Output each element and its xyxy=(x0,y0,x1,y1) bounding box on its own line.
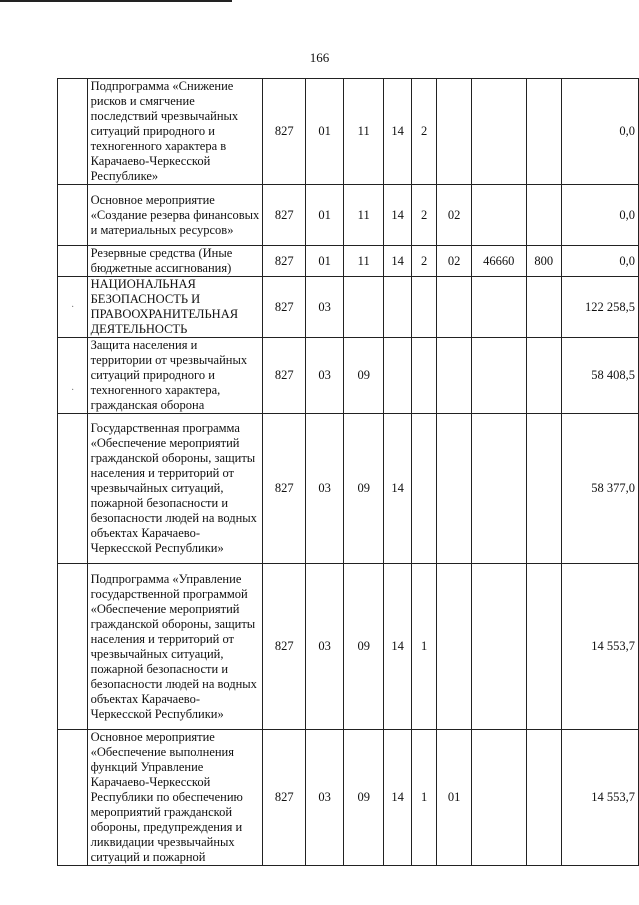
direction-cell: 46660 xyxy=(471,246,526,277)
activity-cell: 02 xyxy=(437,185,472,246)
vr-cell xyxy=(526,730,562,866)
program-cell: 14 xyxy=(384,564,412,730)
rz-cell: 01 xyxy=(305,79,343,185)
index-cell: · xyxy=(58,338,88,414)
direction-cell xyxy=(471,730,526,866)
rz-cell: 03 xyxy=(305,730,343,866)
direction-cell xyxy=(471,277,526,338)
activity-cell xyxy=(437,564,472,730)
ved-cell: 827 xyxy=(263,79,306,185)
index-cell: · xyxy=(58,277,88,338)
table-row xyxy=(58,277,639,338)
direction-cell xyxy=(471,79,526,185)
rz-cell: 03 xyxy=(305,564,343,730)
table-row xyxy=(58,414,639,564)
ved-cell: 827 xyxy=(263,730,306,866)
program-cell: 14 xyxy=(384,246,412,277)
index-cell xyxy=(58,564,88,730)
table-row xyxy=(58,246,639,277)
ved-cell: 827 xyxy=(263,246,306,277)
ved-cell: 827 xyxy=(263,338,306,414)
program-cell: 14 xyxy=(384,185,412,246)
pr-cell: 09 xyxy=(344,338,384,414)
vr-cell xyxy=(526,79,562,185)
pr-cell xyxy=(344,277,384,338)
program-cell: 14 xyxy=(384,414,412,564)
vr-cell xyxy=(526,414,562,564)
row-name: Защита населения и территории от чрезвычайных ситуаций природного и техногенного характера, гражданская оборона xyxy=(87,338,263,414)
page-number: 166 xyxy=(309,50,330,65)
row-name: Подпрограмма «Управление государственной программой «Обеспечение мероприятий гражданской обороны, защиты населения и территорий от чрезвычайных ситуаций, пожарной безопасности и безопасности людей на водных объектах Карачаево-Черкесской Республики» xyxy=(87,564,263,730)
program-cell xyxy=(384,277,412,338)
table-row xyxy=(58,79,639,185)
activity-cell xyxy=(437,79,472,185)
table-row xyxy=(58,564,639,730)
pr-cell: 11 xyxy=(344,79,384,185)
vr-cell xyxy=(526,338,562,414)
vr-cell xyxy=(526,277,562,338)
program-cell: 14 xyxy=(384,79,412,185)
rz-cell: 01 xyxy=(305,185,343,246)
direction-cell xyxy=(471,338,526,414)
pr-cell: 09 xyxy=(344,564,384,730)
rz-cell: 03 xyxy=(305,277,343,338)
sum-cell: 0,0 xyxy=(562,185,639,246)
sum-cell: 122 258,5 xyxy=(562,277,639,338)
table-row xyxy=(58,730,639,866)
index-cell xyxy=(58,730,88,866)
sum-cell: 58 408,5 xyxy=(562,338,639,414)
pr-cell: 09 xyxy=(344,414,384,564)
direction-cell xyxy=(471,564,526,730)
subprogram-cell: 2 xyxy=(411,79,436,185)
top-rule xyxy=(0,0,232,2)
ved-cell: 827 xyxy=(263,277,306,338)
rz-cell: 03 xyxy=(305,338,343,414)
row-name: Подпрограмма «Снижение рисков и смягчение последствий чрезвычайных ситуаций природного и техногенного характера в Карачаево-Черкесской Республике» xyxy=(87,79,263,185)
ved-cell: 827 xyxy=(263,564,306,730)
table-row xyxy=(58,185,639,246)
row-name: НАЦИОНАЛЬНАЯ БЕЗОПАСНОСТЬ И ПРАВООХРАНИТЕЛЬНАЯ ДЕЯТЕЛЬНОСТЬ xyxy=(87,277,263,338)
table-row xyxy=(58,338,639,414)
program-cell: 14 xyxy=(384,730,412,866)
vr-cell xyxy=(526,564,562,730)
pr-cell: 11 xyxy=(344,185,384,246)
direction-cell xyxy=(471,185,526,246)
activity-cell: 01 xyxy=(437,730,472,866)
sum-cell: 58 377,0 xyxy=(562,414,639,564)
vr-cell: 800 xyxy=(526,246,562,277)
subprogram-cell: 2 xyxy=(411,185,436,246)
activity-cell xyxy=(437,414,472,564)
subprogram-cell xyxy=(411,338,436,414)
direction-cell xyxy=(471,414,526,564)
sum-cell: 0,0 xyxy=(562,246,639,277)
row-name: Резервные средства (Иные бюджетные ассигнования) xyxy=(87,246,263,277)
row-name: Основное мероприятие «Создание резерва финансовых и материальных ресурсов» xyxy=(87,185,263,246)
index-cell xyxy=(58,246,88,277)
ved-cell: 827 xyxy=(263,414,306,564)
budget-table xyxy=(57,78,639,866)
subprogram-cell: 2 xyxy=(411,246,436,277)
subprogram-cell: 1 xyxy=(411,730,436,866)
sum-cell: 14 553,7 xyxy=(562,730,639,866)
rz-cell: 03 xyxy=(305,414,343,564)
activity-cell xyxy=(437,277,472,338)
program-cell xyxy=(384,338,412,414)
subprogram-cell: 1 xyxy=(411,564,436,730)
index-cell xyxy=(58,414,88,564)
sum-cell: 14 553,7 xyxy=(562,564,639,730)
index-cell xyxy=(58,185,88,246)
rz-cell: 01 xyxy=(305,246,343,277)
index-cell xyxy=(58,79,88,185)
pr-cell: 09 xyxy=(344,730,384,866)
activity-cell xyxy=(437,338,472,414)
subprogram-cell xyxy=(411,414,436,564)
row-name: Государственная программа «Обеспечение мероприятий гражданской обороны, защиты населения и территорий от чрезвычайных ситуаций, пожарной безопасности и безопасности людей на водных объектах Карачаево-Черкесской Республики» xyxy=(87,414,263,564)
vr-cell xyxy=(526,185,562,246)
pr-cell: 11 xyxy=(344,246,384,277)
ved-cell: 827 xyxy=(263,185,306,246)
subprogram-cell xyxy=(411,277,436,338)
row-name: Основное мероприятие «Обеспечение выполнения функций Управление Карачаево-Черкесской Республики по обеспечению мероприятий гражданской обороны, предупреждения и ликвидации чрезвычайных ситуаций и пожарной xyxy=(87,730,263,866)
sum-cell: 0,0 xyxy=(562,79,639,185)
activity-cell: 02 xyxy=(437,246,472,277)
